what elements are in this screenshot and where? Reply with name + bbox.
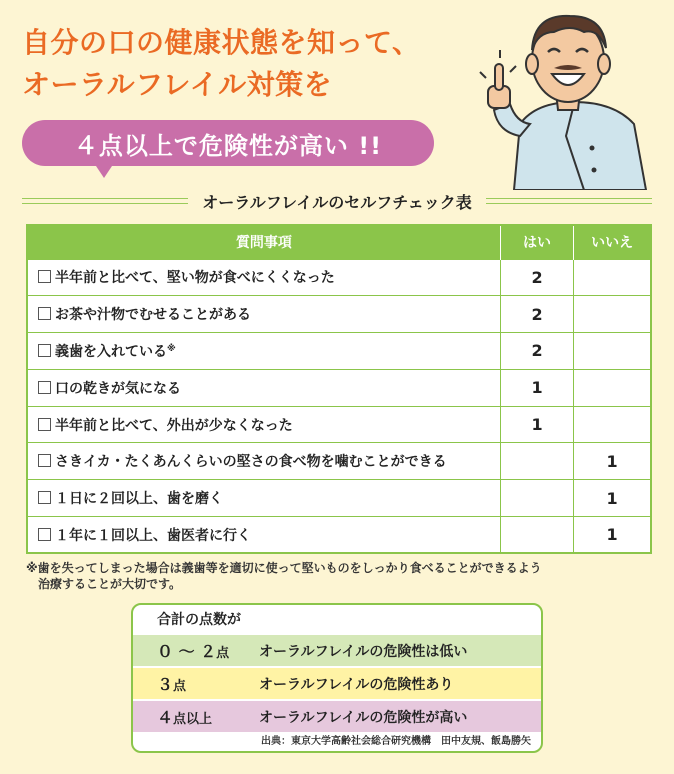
score-result: オーラルフレイルの危険性は低い: [259, 643, 468, 660]
yes-points: [500, 480, 573, 517]
checkbox-icon[interactable]: [38, 418, 51, 431]
question-text: 口の乾きが気になる: [55, 380, 181, 397]
divider-left: [22, 198, 188, 204]
warning-banner: ４点以上で危険性が高い !!: [22, 120, 434, 166]
score-range: [133, 639, 259, 662]
question-cell: [27, 517, 500, 554]
question-cell: [27, 480, 500, 517]
score-points: ３: [157, 675, 174, 694]
no-points: [574, 369, 651, 406]
table-row: [27, 369, 651, 406]
question-cell: [27, 443, 500, 480]
header-no: いいえ: [574, 225, 651, 259]
source-credit: 出典：東京大学高齢社会総合研究機構 田中友規、飯島勝矢: [261, 736, 531, 747]
table-row: [27, 517, 651, 554]
question-text: １年に１回以上、歯医者に行く: [55, 527, 251, 544]
divider-right: [486, 198, 652, 204]
checkbox-icon[interactable]: [38, 381, 51, 394]
question-cell: [27, 333, 500, 370]
score-unit: 点: [216, 646, 230, 661]
table-row: [27, 333, 651, 370]
score-heading: 合計の点数が: [157, 612, 241, 628]
no-points: [574, 259, 651, 296]
checkbox-icon[interactable]: [38, 270, 51, 283]
self-check-table: [26, 224, 652, 554]
question-text: お茶や汁物でむせることがある: [55, 307, 251, 324]
no-points: [574, 406, 651, 443]
checklist-subtitle: [22, 190, 652, 212]
footnote: [26, 560, 656, 592]
yes-points: 2: [500, 296, 573, 333]
score-range: [133, 672, 259, 695]
no-points: [574, 296, 651, 333]
yes-points: 1: [500, 406, 573, 443]
yes-points: [500, 443, 573, 480]
score-unit: 点以上: [173, 712, 213, 727]
checkbox-icon[interactable]: [38, 454, 51, 467]
yes-points: 2: [500, 333, 573, 370]
question-text: 半年前と比べて、外出が少なくなった: [55, 417, 293, 434]
score-row: [133, 668, 541, 699]
checkbox-icon[interactable]: [38, 528, 51, 541]
question-text: １日に２回以上、歯を磨く: [55, 491, 223, 508]
question-text: 半年前と比べて、堅い物が食べにくくなった: [55, 270, 335, 287]
yes-points: [500, 517, 573, 554]
score-range: [133, 705, 259, 728]
checkbox-icon[interactable]: [38, 307, 51, 320]
no-points: 1: [574, 443, 651, 480]
question-text: さきイカ・たくあんくらいの堅さの食べ物を噛むことができる: [55, 454, 447, 471]
footnote-line-1: ※歯を失ってしまった場合は義歯等を適切に使って堅いものをしっかり食べることができるよう: [26, 561, 542, 575]
yes-points: 2: [500, 259, 573, 296]
score-result: オーラルフレイルの危険性が高い: [259, 709, 468, 726]
header-question: 質問事項: [27, 225, 500, 259]
question-text: 義歯を入れている: [55, 343, 167, 360]
score-result: オーラルフレイルの危険性あり: [259, 676, 454, 693]
table-row: [27, 296, 651, 333]
table-row: [27, 259, 651, 296]
doctor-illustration: [474, 6, 654, 190]
page-title: [22, 22, 420, 106]
no-points: [574, 333, 651, 370]
title-line-1: 自分の口の健康状態を知って、: [22, 26, 421, 59]
checkbox-icon[interactable]: [38, 491, 51, 504]
score-unit: 点: [173, 679, 187, 694]
banner-tail: [92, 160, 116, 178]
score-row: [133, 635, 541, 666]
score-points: ４: [157, 708, 174, 727]
question-cell: [27, 369, 500, 406]
header-yes: はい: [500, 225, 573, 259]
yes-points: 1: [500, 369, 573, 406]
table-row: [27, 406, 651, 443]
no-points: 1: [574, 480, 651, 517]
question-cell: [27, 259, 500, 296]
footnote-mark: ※: [167, 343, 176, 354]
table-row: [27, 480, 651, 517]
checklist-title: オーラルフレイルのセルフチェック表: [202, 192, 472, 212]
question-cell: [27, 296, 500, 333]
question-cell: [27, 406, 500, 443]
title-line-2: オーラルフレイル対策を: [22, 68, 333, 101]
score-points: ０ ～ ２: [157, 642, 217, 661]
score-legend: [131, 603, 543, 753]
no-points: 1: [574, 517, 651, 554]
footnote-line-2: 治療することが大切です。: [38, 577, 182, 591]
table-header: [27, 225, 651, 259]
score-row: [133, 701, 541, 732]
table-row: [27, 443, 651, 480]
checkbox-icon[interactable]: [38, 344, 51, 357]
